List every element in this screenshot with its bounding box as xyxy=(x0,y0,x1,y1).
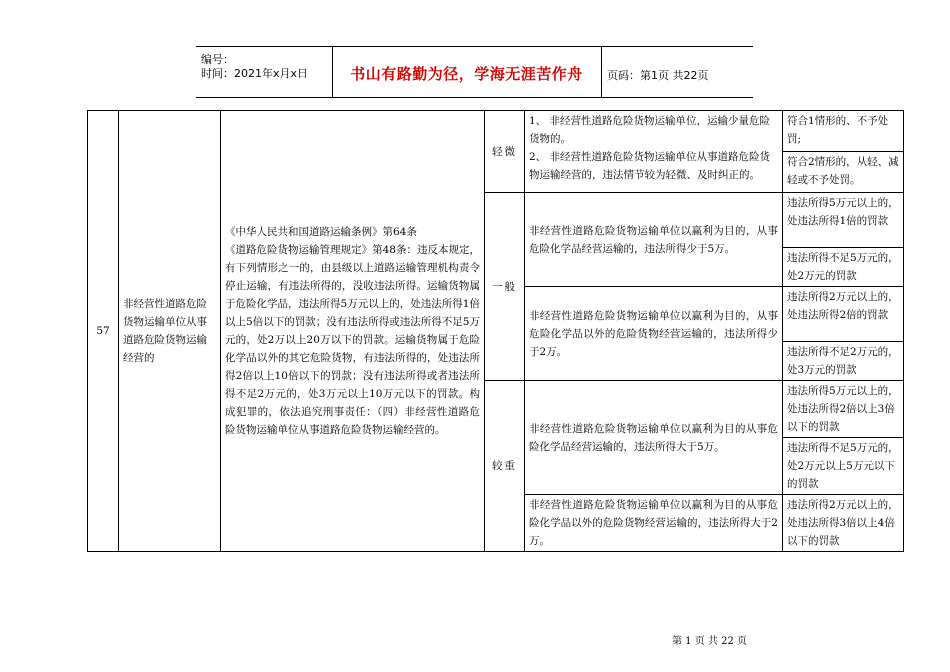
header-motto: 书山有路勤为径，学海无涯苦作舟 xyxy=(350,65,583,83)
heavy-condition-2: 非经营性道路危险货物运输单位以赢利为目的从事危险化学品以外的危险货物经营运输的，违法所得大于2万。 xyxy=(525,495,783,552)
header-meta xyxy=(201,53,308,81)
light-penalty-2: 符合2情形的，从轻、减轻或不予处罚。 xyxy=(783,152,904,193)
page-footer: 第 1 页 共 22 页 xyxy=(672,636,747,647)
row-index: 57 xyxy=(88,111,119,552)
legal-basis: 《中华人民共和国道路运输条例》第64条 《道路危险货物运输管理规定》第48条：违反本规定，有下列情形之一的，由县级以上道路运输管理机构责令停止运输，有违法所得的，没收违法所得。运输货物属于危险化学品，违法所得5万元以上的，处违法所得1倍以上5倍以下的罚款；没有违法所得或违法所得不足5万元的，处2万以上20万以下的罚款。运输货物属于危险化学品以外的其它危险货物，有违法所得的，处违法所得2倍以上10倍以下的罚款；没有违法所得或者违法所得不足2万元的，处3万元以上10万元以下的罚款。构成犯罪的，依法追究刑事责任：（四）非经营性道路危险货物运输单位从事道路危险货物运输经营的。 xyxy=(221,111,485,552)
general-condition-2: 非经营性道路危险货物运输单位以赢利为目的，从事危险化学品以外的危险货物经营运输的，违法所得少于2万。 xyxy=(525,287,783,381)
level-general: 一般 xyxy=(485,193,525,381)
heavy-penalty-1a: 违法所得5万元以上的，处违法所得2倍以上3倍以下的罚款 xyxy=(783,381,904,438)
level-light: 轻微 xyxy=(485,111,525,193)
penalty-table xyxy=(87,110,904,552)
number-label: 编号： xyxy=(201,53,234,66)
light-conditions xyxy=(525,111,783,193)
general-penalty-1a: 违法所得5万元以上的，处违法所得1倍的罚款 xyxy=(783,193,904,248)
violation-act: 非经营性道路危险货物运输单位从事道路危险货物运输经营的 xyxy=(119,111,221,552)
heavy-penalty-1b: 违法所得不足5万元的，处2万元以上5万元以下的罚款 xyxy=(783,438,904,495)
page-header xyxy=(196,46,753,98)
light-condition-1: 1、 非经营性道路危险货物运输单位，运输少量危险货物的。 xyxy=(529,115,771,145)
general-penalty-2a: 违法所得2万元以上的，处违法所得2倍的罚款 xyxy=(783,287,904,342)
level-heavy: 较重 xyxy=(485,381,525,552)
table-row xyxy=(88,111,904,152)
header-divider xyxy=(601,47,602,97)
general-condition-1: 非经营性道路危险货物运输单位以赢利为目的，从事危险化学品经营运输的，违法所得少于5万。 xyxy=(525,193,783,287)
time-label: 时间：2021年x月x日 xyxy=(201,67,309,80)
light-penalty-1: 符合1情形的、不予处罚; xyxy=(783,111,904,152)
heavy-penalty-2: 违法所得2万元以上的，处违法所得3倍以上4倍以下的罚款 xyxy=(783,495,904,552)
heavy-condition-1: 非经营性道路危险货物运输单位以赢利为目的从事危险化学品经营运输的，违法所得大于5万。 xyxy=(525,381,783,495)
general-penalty-2b: 违法所得不足2万元的，处3万元的罚款 xyxy=(783,342,904,381)
general-penalty-1b: 违法所得不足5万元的，处2万元的罚款 xyxy=(783,248,904,287)
light-condition-2: 2、 非经营性道路危险货物运输单位从事道路危险货物运输经营的，违法情节较为轻微、及时纠正的。 xyxy=(529,151,771,181)
header-page-code: 页码：第1页 共22页 xyxy=(607,69,709,82)
